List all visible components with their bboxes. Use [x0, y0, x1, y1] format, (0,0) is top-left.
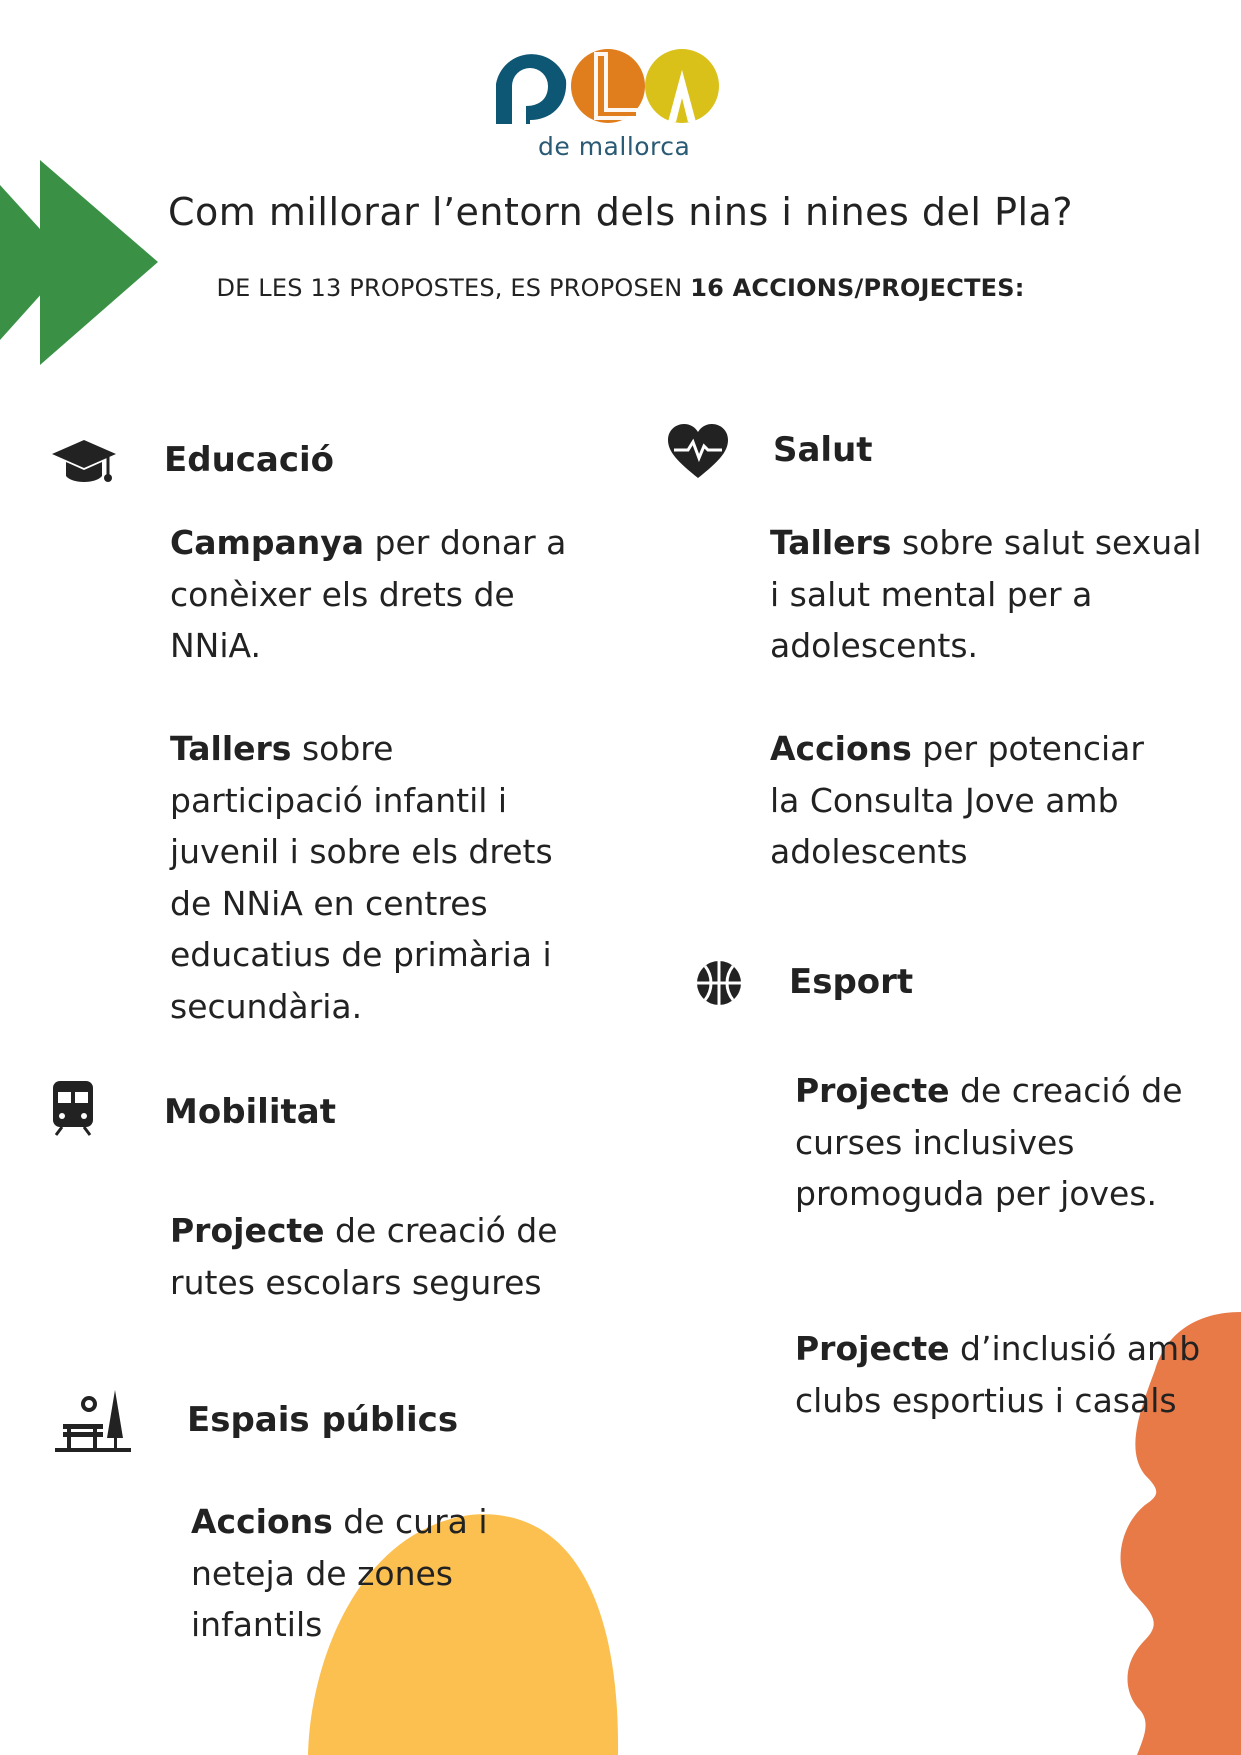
section-title-educacio: Educació — [164, 440, 335, 480]
logo-letter-a — [645, 49, 719, 123]
item-text: de creació de rutes escolars segures — [170, 1211, 558, 1302]
item-text: per potenciar la Consulta Jove amb adolescents — [770, 729, 1144, 871]
item-keyword: Tallers — [770, 523, 892, 562]
train-icon — [52, 1080, 94, 1136]
item-keyword: Tallers — [170, 729, 292, 768]
item-text: sobre participació infantil i juvenil i sobre els drets de NNiA en centres educatius de primària i secundària. — [170, 729, 553, 1026]
item-text: de creació de curses inclusives promoguda per joves. — [795, 1071, 1183, 1213]
mobilitat-item-1 — [170, 1205, 570, 1308]
logo-letter-p — [496, 54, 566, 124]
item-keyword: Projecte — [170, 1211, 325, 1250]
subtitle-prefix: DE LES 13 PROPOSTES, ES PROPOSEN — [216, 274, 691, 302]
salut-item-2 — [770, 723, 1180, 878]
heart-pulse-icon — [668, 424, 728, 480]
esport-item-2 — [795, 1323, 1215, 1426]
item-keyword: Accions — [770, 729, 912, 768]
esport-item-1 — [795, 1065, 1195, 1220]
section-title-salut: Salut — [773, 430, 873, 470]
item-keyword: Campanya — [170, 523, 365, 562]
educacio-item-2 — [170, 723, 570, 1032]
item-keyword: Accions — [191, 1502, 333, 1541]
logo-letter-l — [571, 49, 645, 123]
page-title: Com millorar l’entorn dels nins i nines del Pla? — [167, 190, 1073, 234]
section-title-esport: Esport — [789, 962, 914, 1002]
item-text: de cura i neteja de zones infantils — [191, 1502, 488, 1644]
item-text: per donar a conèixer els drets de NNiA. — [170, 523, 567, 665]
item-text: d’inclusió amb clubs esportius i casals — [795, 1329, 1201, 1420]
item-keyword: Projecte — [795, 1329, 950, 1368]
pla-logo — [490, 48, 730, 132]
espais-item-1 — [191, 1496, 491, 1651]
graduation-cap-icon — [52, 436, 116, 490]
salut-item-1 — [770, 517, 1210, 672]
subtitle-bold: 16 ACCIONS/PROJECTES: — [690, 274, 1025, 302]
park-bench-tree-icon — [55, 1388, 131, 1454]
page-subtitle — [0, 274, 1241, 302]
educacio-item-1 — [170, 517, 570, 672]
section-title-mobilitat: Mobilitat — [164, 1092, 336, 1132]
basketball-icon — [696, 960, 742, 1006]
item-text: sobre salut sexual i salut mental per a adolescents. — [770, 523, 1202, 665]
item-keyword: Projecte — [795, 1071, 950, 1110]
logo-subtitle: de mallorca — [538, 132, 691, 161]
section-title-espais: Espais públics — [187, 1400, 459, 1440]
